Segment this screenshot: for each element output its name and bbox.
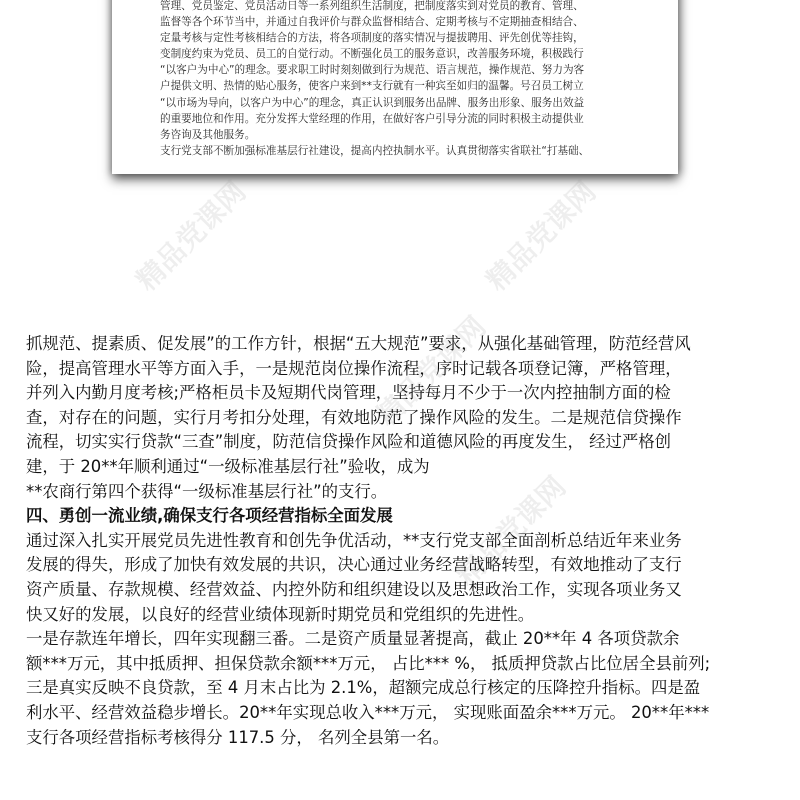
body-line: 建，于 20**年顺利通过“一级标准基层行社”验收，成为 bbox=[26, 456, 430, 476]
body-line: 支行各项经营指标考核得分 117.5 分， 名列全县第一名。 bbox=[26, 727, 450, 747]
preview-line: 支行党支部不断加强标准基层行社建设，提高内控执制水平。认真贯彻落实省联社“打基础、 bbox=[160, 144, 590, 157]
preview-line: 的重要地位和作用。充分发挥大堂经理的作用，在做好客户引导分流的同时积极主动提供业 bbox=[160, 112, 584, 125]
body-line: 快又好的发展，以良好的经营业绩体现新时期党员和党组织的先进性。 bbox=[26, 604, 535, 624]
body-line: 额***万元，其中抵质押、担保贷款余额***万元， 占比*** %， 抵质押贷款占比位居全县前列; bbox=[26, 653, 711, 673]
body-line: 一是存款连年增长，四年实现翻三番。二是资产质量显著提高，截止 20**年 4 各项贷款余 bbox=[26, 629, 680, 649]
body-line: 发展的得失，形成了加快有效发展的共识，决心通过业务经营战略转型，有效地推动了支行 bbox=[26, 555, 682, 575]
body-line: 资产质量、存款规模、经营效益、内控外防和组织建设以及思想政治工作，实现各项业务又 bbox=[26, 579, 682, 599]
watermark: 精品党课网 bbox=[129, 174, 253, 298]
body-line: **农商行第四个获得“一级标准基层行社”的支行。 bbox=[26, 481, 388, 501]
preview-line: 变制度约束为党员、员工的自觉行动。不断强化员工的服务意识，改善服务环境，积极践行 bbox=[160, 48, 584, 61]
body-line: 通过深入扎实开展党员先进性教育和创先争优活动，**支行党支部全面剖析总结近年来业务 bbox=[26, 530, 682, 550]
watermark: 精品党课网 bbox=[369, 309, 493, 433]
body-line: 抓规范、提素质、促发展”的工作方针，根据“五大规范”要求，从强化基础管理，防范经营风 bbox=[26, 334, 691, 353]
preview-line: 定量考核与定性考核相结合的方法，将各项制度的落实情况与提拔聘用、评先创优等挂钩， bbox=[160, 32, 584, 45]
preview-line: “以市场为导向，以客户为中心”的理念，真正认识到服务出品牌、服务出形象、服务出效益 bbox=[160, 96, 585, 109]
preview-text-block bbox=[160, 0, 652, 159]
preview-line: “以客户为中心”的理念。要求职工时时刻刻做到行为规范、语言规范，操作规范、努力为客 bbox=[160, 64, 585, 77]
body-line: 并列入内勤月度考核;严格柜员卡及短期代岗管理，坚持每月不少于一次内控抽制方面的检 bbox=[26, 383, 671, 403]
document-preview-page bbox=[112, 0, 678, 174]
body-line: 流程，切实实行贷款“三查”制度，防范信贷操作风险和道德风险的再度发生， 经过严格创 bbox=[26, 432, 672, 452]
body-line: 利水平、经营效益稳步增长。20**年实现总收入***万元， 实现账面盈余***万元。 20**年*** bbox=[26, 702, 710, 722]
body-line: 三是真实反映不良贷款，至 4 月末占比为 2.1%，超额完成总行核定的压降控升指标。四是盈 bbox=[26, 678, 701, 698]
watermark: 精品党课网 bbox=[449, 469, 573, 593]
body-line: 险，提高管理水平等方面入手，一是规范岗位操作流程，序时记载各项登记簿，严格管理， bbox=[26, 358, 682, 378]
watermark: 精品党课网 bbox=[479, 174, 603, 298]
document-body bbox=[26, 332, 786, 750]
preview-line: 管理、党员鉴定、党员活动日等一系列组织生活制度，把制度落实到对党员的教育、管理、 bbox=[160, 0, 584, 12]
preview-line: 户提供文明、热情的贴心服务，使客户来到**支行就有一种宾至如归的温馨。号召员工树立 bbox=[160, 80, 584, 93]
body-line: 查，对存在的问题，实行月考扣分处理，有效地防范了操作风险的发生。二是规范信贷操作 bbox=[26, 407, 682, 427]
preview-line: 务咨询及其他服务。 bbox=[160, 128, 256, 141]
preview-line: 监督等各个环节当中，并通过自我评价与群众监督相结合、定期考核与不定期抽查相结合、 bbox=[160, 16, 584, 29]
section-heading: 四、勇创一流业绩,确保支行各项经营指标全面发展 bbox=[26, 506, 393, 526]
